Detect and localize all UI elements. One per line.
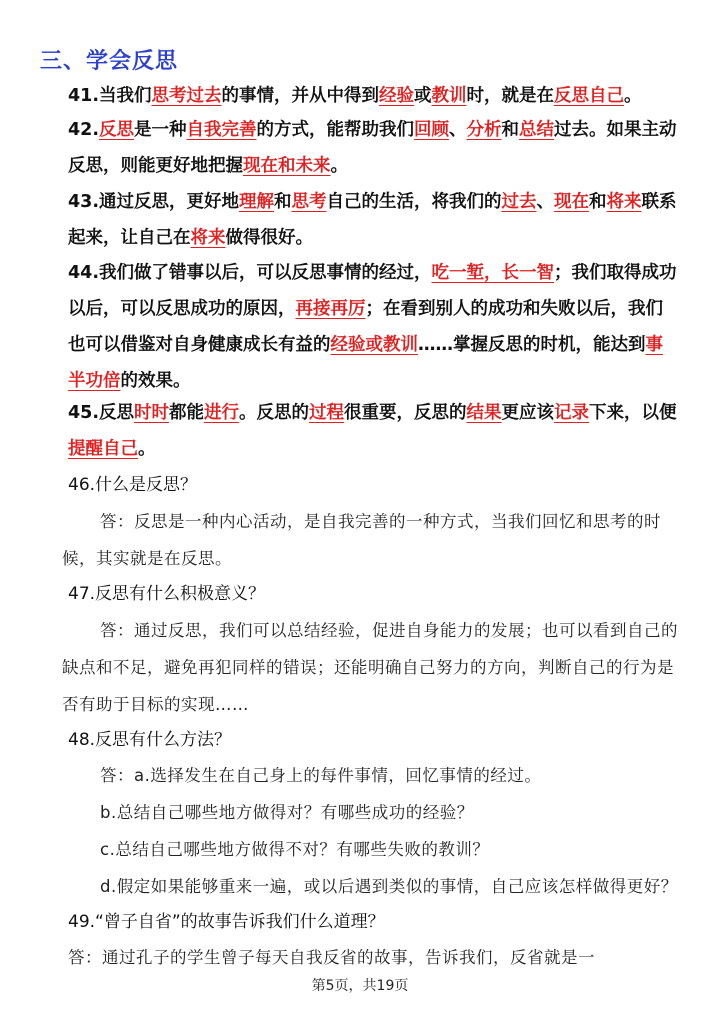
- highlight: 反思自己: [554, 86, 625, 106]
- answer-48-c: c.总结自己哪些地方做得不对？有哪些失败的教训？: [100, 840, 490, 859]
- highlight: 进行: [204, 403, 240, 423]
- item-45: 45.反思时时都能进行。反思的过程很重要，反思的结果更应该记录下来，以便提醒自己。: [68, 403, 677, 459]
- highlight: 将来: [606, 192, 642, 212]
- question-49: 49.“曾子自省”的故事告诉我们什么道理？: [68, 912, 385, 932]
- highlight: 时时: [134, 403, 170, 423]
- highlight: 总结: [519, 120, 555, 140]
- highlight: 经验: [379, 86, 415, 106]
- highlight: 思考: [291, 192, 327, 212]
- item-44: 44.我们做了错事以后，可以反思事情的经过，吃一堑，长一智；我们取得成功以后，可以反思成功的原因，再接再厉；在看到别人的成功和失败以后，我们也可以借鉴对自身健康成长有益的经验或教训……掌握反思的时机，能达到事半功倍的效果。: [68, 263, 677, 391]
- highlight: 现在: [554, 192, 590, 212]
- highlight: 过程: [309, 403, 345, 423]
- highlight: 分析: [466, 120, 502, 140]
- highlight: 记录: [554, 403, 590, 423]
- answer-48-b: b.总结自己哪些地方做得对？有哪些成功的经验？: [100, 803, 474, 822]
- page-number: 第5页，共19页: [311, 978, 409, 994]
- highlight: 吃一堑，长一智: [431, 263, 554, 283]
- highlight: 再接再厉: [295, 299, 366, 319]
- highlight: 将来: [190, 228, 226, 248]
- highlight: 结果: [466, 403, 502, 423]
- answer-48-a: 答：a.选择发生在自己身上的每件事情，回忆事情的经过。: [100, 766, 542, 785]
- answer-48-d: d.假定如果能够重来一遍，或以后遇到类似的事情，自己应该怎样做得更好？: [100, 877, 678, 896]
- highlight: 回顾: [414, 120, 450, 140]
- highlight: 过去: [501, 192, 537, 212]
- answer-47: 答：通过反思，我们可以总结经验，促进自身能力的发展；也可以看到自己的缺点和不足，避免再犯同样的错误；还能明确自己努力的方向，判断自己的行为是否有助于目标的实现……: [62, 621, 678, 714]
- highlight: 思考过去: [151, 86, 222, 106]
- question-47: 47.反思有什么积极意义？: [68, 584, 266, 604]
- answer-49: 答：通过孔子的学生曾子每天自我反省的故事，告诉我们，反省就是一: [68, 948, 595, 967]
- highlight: 自我完善: [186, 120, 257, 140]
- highlight: 反思: [99, 120, 135, 140]
- highlight: 提醒自己: [68, 439, 138, 459]
- highlight: 现在和未来: [243, 156, 331, 176]
- highlight: 教训: [431, 86, 467, 106]
- question-46: 46.什么是反思？: [68, 475, 198, 495]
- section-heading: 三、学会反思: [40, 49, 179, 74]
- answer-46: 答：反思是一种内心活动，是自我完善的一种方式，当我们回忆和思考的时候，其实就是在反思。: [62, 512, 661, 568]
- item-41: 41.当我们思考过去的事情，并从中得到经验或教训时，就是在反思自己。: [68, 86, 642, 106]
- highlight: 经验或教训: [330, 335, 418, 355]
- item-43: 43.通过反思，更好地理解和思考自己的生活，将我们的过去、现在和将来联系起来，让自己在将来做得很好。: [68, 192, 677, 248]
- question-48: 48.反思有什么方法？: [68, 730, 232, 750]
- item-42: 42.反思是一种自我完善的方式，能帮助我们回顾、分析和总结过去。如果主动反思，则能更好地把握现在和未来。: [68, 120, 677, 176]
- highlight: 事半功倍: [68, 335, 663, 391]
- highlight: 理解: [239, 192, 275, 212]
